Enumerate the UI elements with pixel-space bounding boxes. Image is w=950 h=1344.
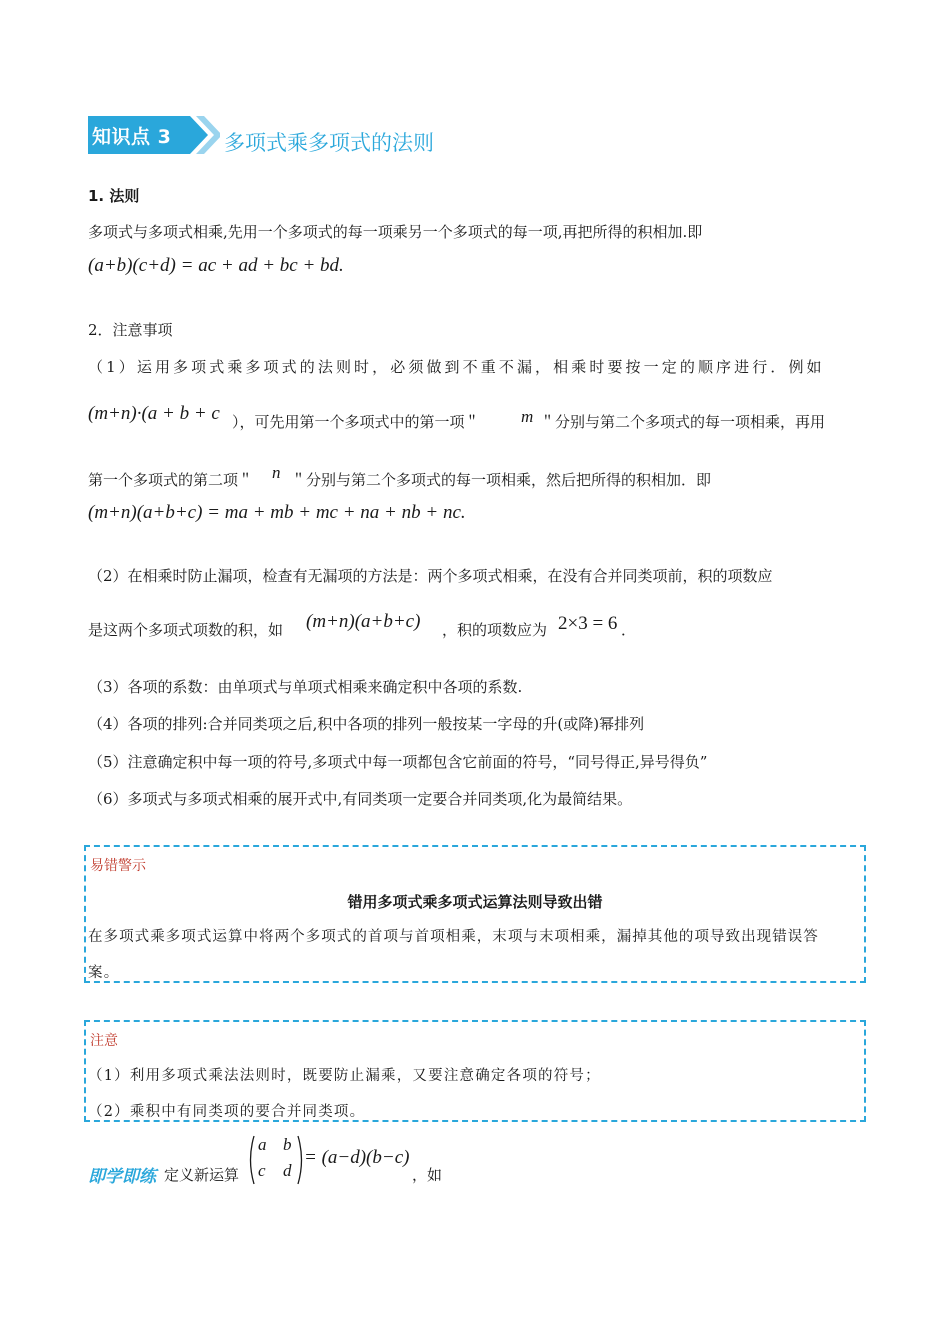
warning-line1: 在多项式乘多项式运算中将两个多项式的首项与首项相乘，末项与末项相乘，漏掉其他的项导致出现错误答 bbox=[88, 929, 819, 945]
warning-label: 易错警示 bbox=[90, 858, 146, 874]
note1-term-m: m bbox=[521, 407, 534, 426]
note-line1: （1）利用多项式乘法法则时，既要防止漏乘，又要注意确定各项的符号； bbox=[88, 1068, 601, 1084]
note1-text-a: ），可先用第一个多项式中的第一项＂ bbox=[232, 413, 480, 431]
rule-paragraph: 多项式与多项式相乘,先用一个多项式的每一项乘另一个多项式的每一项,再把所得的积相加.即 bbox=[88, 223, 703, 241]
note5: （5）注意确定积中每一项的符号,多项式中每一项都包含它前面的符号，“同号得正,异号得负” bbox=[88, 753, 708, 771]
note2-text-a: 是这两个多项式项数的积，如 bbox=[88, 621, 284, 639]
note4: （4）各项的排列:合并同类项之后,积中各项的排列一般按某一字母的升(或降)幂排列 bbox=[88, 715, 645, 733]
matrix-a: a bbox=[258, 1135, 267, 1154]
note1-text-b: ＂分别与第二个多项式的每一项相乘，再用 bbox=[540, 413, 826, 431]
warning-title: 错用多项式乘多项式运算法则导致出错 bbox=[347, 893, 603, 911]
badge-label: 知识点 3 bbox=[92, 125, 172, 148]
practice-rhs: = (a−d)(b−c) bbox=[304, 1147, 410, 1168]
section-title: 多项式乘多项式的法则 bbox=[224, 131, 434, 155]
matrix-b: b bbox=[283, 1135, 292, 1154]
notes-heading: 2．注意事项 bbox=[88, 321, 173, 339]
note1-term-n: n bbox=[272, 463, 281, 482]
rule-formula: (a+b)(c+d) = ac + ad + bc + bd. bbox=[88, 255, 344, 276]
practice-tag: 即学即练 bbox=[88, 1167, 156, 1187]
warning-box bbox=[84, 845, 866, 983]
note-label: 注意 bbox=[90, 1033, 118, 1049]
note1-text-d: ＂分别与第二个多项式的每一项相乘，然后把所得的积相加．即 bbox=[291, 471, 712, 489]
note1-expression: (m+n)·(a + b + c bbox=[88, 403, 220, 424]
section-badge bbox=[88, 116, 220, 154]
practice-text: 定义新运算 bbox=[164, 1166, 240, 1184]
note2-end: ． bbox=[621, 621, 637, 639]
matrix-brackets bbox=[246, 1134, 306, 1186]
practice-matrix bbox=[246, 1134, 306, 1186]
matrix-c: c bbox=[258, 1161, 266, 1180]
note1-formula: (m+n)(a+b+c) = ma + mb + mc + na + nb + nc. bbox=[88, 502, 466, 523]
warning-line2: 案。 bbox=[88, 965, 120, 981]
note1-text-c: 第一个多项式的第二项＂ bbox=[88, 471, 254, 489]
note-line2: （2）乘积中有同类项的要合并同类项。 bbox=[88, 1104, 366, 1120]
note1-line1: （1）运用多项式乘多项式的法则时，必须做到不重不漏，相乘时要按一定的顺序进行．例如 bbox=[88, 358, 825, 376]
note2-calculation: 2×3 = 6 bbox=[558, 613, 618, 634]
note2-expression: (m+n)(a+b+c) bbox=[306, 611, 421, 632]
note-box bbox=[84, 1020, 866, 1122]
matrix-d: d bbox=[283, 1161, 292, 1180]
note3: （3）各项的系数：由单项式与单项式相乘来确定积中各项的系数. bbox=[88, 678, 523, 696]
note6: （6）多项式与多项式相乘的展开式中,有同类项一定要合并同类项,化为最简结果。 bbox=[88, 790, 633, 808]
note2-line1: （2）在相乘时防止漏项，检查有无漏项的方法是：两个多项式相乘，在没有合并同类项前，积的项数应 bbox=[88, 567, 773, 585]
note2-text-b: ，积的项数应为 bbox=[442, 621, 548, 639]
practice-tail: ，如 bbox=[412, 1166, 443, 1184]
rule-heading: 1. 法则 bbox=[88, 187, 140, 205]
